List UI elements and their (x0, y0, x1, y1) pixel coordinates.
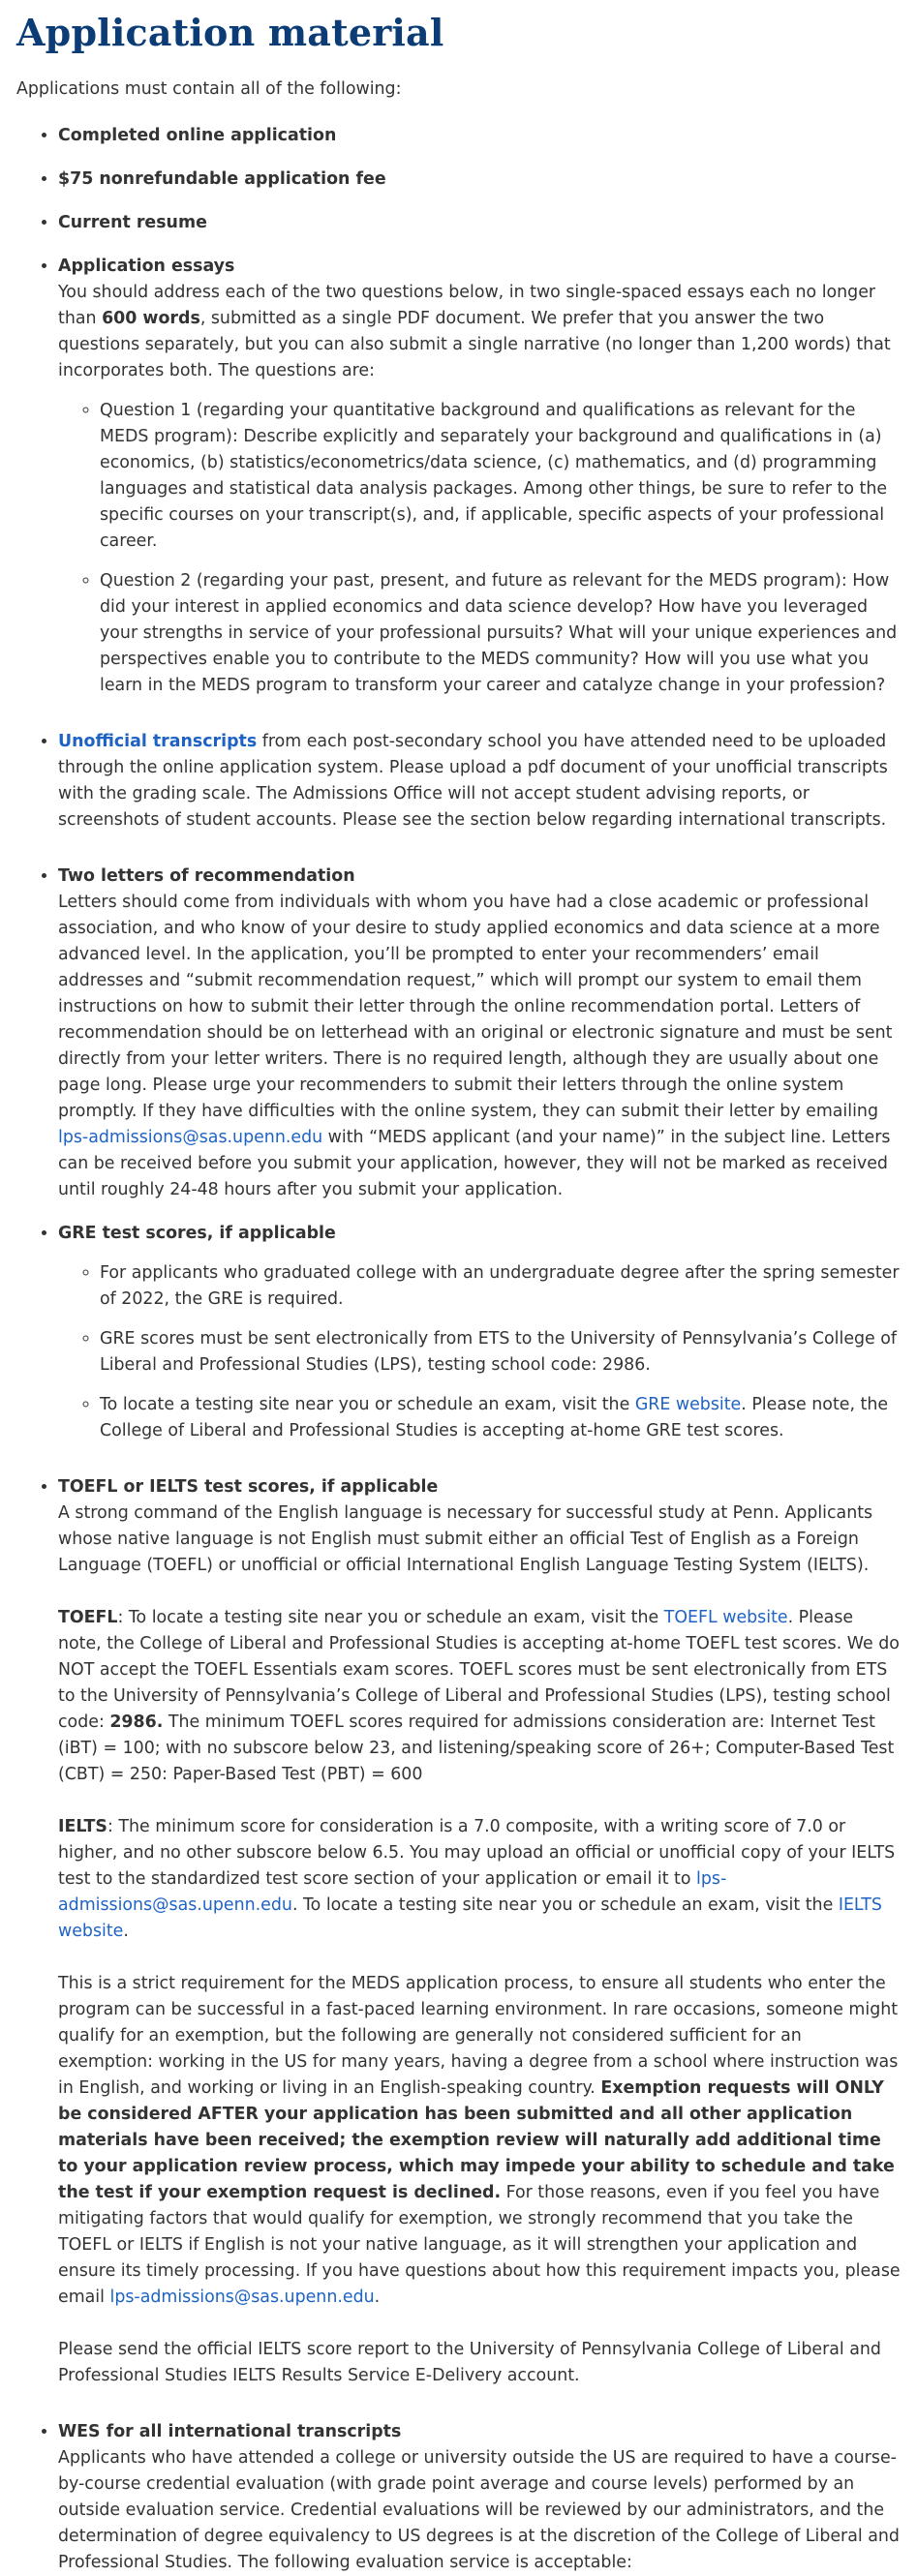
toefl-text-1: : To locate a testing site near you or schedule an exam, visit the (117, 1608, 664, 1627)
item-label: Two letters of recommendation (58, 866, 355, 886)
ielts-text-2: . To locate a testing site near you or schedule an exam, visit the (291, 1895, 839, 1915)
item-label: GRE test scores, if applicable (58, 1224, 336, 1243)
item-label: WES for all international transcripts (58, 2422, 402, 2441)
ielts-paragraph (58, 1814, 902, 1945)
exemption-text-3: . (374, 2288, 381, 2307)
ielts-text-1: : The minimum score for consideration is a 7.0 composite, with a writing score of 7.0 or higher, and no other subscore below 6.5. You may upload an official or unofficial copy of your IELTS test to the standardized test score section of your application or email it to (58, 1817, 896, 1889)
essay-question-2: ◦ Question 2 (regarding your past, present, and future as relevant for the MEDS program): How did your interest in applied economics and data science develop? How have you leveraged your strengths in service of your professional pursuits? What will your unique experiences and perspectives enable you to contribute to the MEDS community? How will you use what you learn in the MEDS program to transform your career and catalyze change in your profession? (100, 568, 902, 699)
requirements-list (16, 123, 902, 2576)
toefl-school-code: 2986. (109, 1712, 164, 1732)
list-item-wes (58, 2419, 902, 2576)
recommendations-text-2: with “MEDS applicant (and your name)” in the subject line. Letters can be received before you submit your application, however, they will not be marked as received until roughly 24-48 hours after you submit your application. (58, 1128, 891, 1199)
essays-text-2: , submitted as a single PDF document. We prefer that you answer the two questions separately, but you can also submit a single narrative (no longer than 1,200 words) that incorporates both. The questions are: (58, 309, 891, 380)
exemption-paragraph (58, 1971, 902, 2311)
exemption-bold-text: Exemption requests will ONLY be considered AFTER your application has been submitted and all other application materials have been received; the exemption review will naturally add additional time to your application review process, which may impede your ability to schedule and take the test if your exemption request is declined. (58, 2078, 895, 2202)
intro-text: Applications must contain all of the following: (16, 79, 402, 99)
gre-bullet-2: ◦ GRE scores must be sent electronically from ETS to the University of Pennsylvania’s College of Liberal and Professional Studies (LPS), testing school code: 2986. (100, 1326, 902, 1379)
ielts-report-paragraph: Please send the official IELTS score report to the University of Pennsylvania College of Liberal and Professional Studies IELTS Results Service E-Delivery account. (58, 2340, 881, 2385)
essays-word-limit: 600 words (102, 309, 200, 328)
exemption-text-2: For those reasons, even if you feel you have mitigating factors that would qualify for exemption, we strongly recommend that you take the TOEFL or IELTS if English is not your native language, as it will strengthen your application and ensure its timely processing. If you have questions about how this requirement impacts you, please email (58, 2183, 901, 2307)
list-item-online-application (58, 123, 902, 149)
gre-website-link[interactable]: GRE website (634, 1395, 742, 1414)
admissions-email-link[interactable]: lps-admissions@sas.upenn.edu (58, 1128, 323, 1147)
gre-bullet-3-text: To locate a testing site near you or schedule an exam, visit the (100, 1395, 635, 1414)
toefl-ielts-intro: A strong command of the English language is necessary for successful study at Penn. Applicants whose native language is not English must submit either an official Test of English as a Foreign Language (TOEFL) or unofficial or official International English Language Testing System (IELTS). (58, 1503, 873, 1575)
exemption-email-link[interactable]: lps-admissions@sas.upenn.edu (109, 2288, 375, 2307)
list-item-fee (58, 167, 902, 193)
list-item-toefl-ielts (58, 1474, 902, 2389)
recommendations-text-1: Letters should come from individuals with whom you have had a close academic or professional association, and who know of your desire to study applied economics and data science at a more advanced level. In the application, you’ll be prompted to enter your recommenders’ email addresses and “submit recommendation request,” which will prompt our system to email them instructions on how to submit their letter through the online recommendation portal. Letters of recommendation should be on letterhead with an original or electronic signature and must be sent directly from your letter writers. There is no required length, although they are usually about one page long. Please urge your recommenders to submit their letters through the online system promptly. If they have difficulties with the online system, they can submit their letter by emailing (58, 893, 893, 1121)
toefl-website-link[interactable]: TOEFL website (663, 1608, 788, 1627)
page-title: Application material (16, 11, 444, 54)
list-item-gre (58, 1221, 902, 1444)
essay-questions (58, 398, 902, 699)
ielts-website-link[interactable]: IELTS website (58, 1895, 882, 1941)
essays-text-1: You should address each of the two questions below, in two single-spaced essays each no longer than (58, 283, 876, 328)
list-item-recommendations (58, 864, 902, 1203)
ielts-email-link[interactable]: lps-admissions@sas.upenn.edu (58, 1869, 727, 1915)
gre-bullet-3 (100, 1392, 902, 1444)
toefl-paragraph (58, 1605, 902, 1788)
ielts-label: IELTS (58, 1817, 107, 1836)
transcripts-text: from each post-secondary school you have attended need to be uploaded through the online application system. Please upload a pdf document of your unofficial transcripts with the grading scale. The Admissions Office will not accept student advising reports, or screenshots of student accounts. Please see the section below regarding international transcripts. (58, 732, 888, 830)
item-label: $75 nonrefundable application fee (58, 169, 386, 189)
list-item-essays (58, 254, 902, 699)
exemption-text-1: This is a strict requirement for the MEDS application process, to ensure all students who enter the program can be successful in a fast-paced learning environment. In rare occasions, someone might qualify for an exemption, but the following are generally not considered sufficient for an exemption: working in the US for many years, having a degree from a school where instruction was in English, and working or living in an English-speaking country. (58, 1974, 899, 2098)
list-item-transcripts (58, 729, 902, 833)
item-label: TOEFL or IELTS test scores, if applicable (58, 1477, 439, 1497)
wes-text: Applicants who have attended a college or university outside the US are required to have a course-by-course credential evaluation (with grade point average and course levels) performed by an outside evaluation service. Credential evaluations will be reviewed by our administrators, and the determination of degree equivalency to US degrees is at the discretion of the College of Liberal and Professional Studies. The following evaluation service is acceptable: (58, 2448, 900, 2572)
item-label: Application essays (58, 257, 235, 276)
essay-question-1: ◦ Question 1 (regarding your quantitative background and qualifications as relevant for the MEDS program): Describe explicitly and separately your background and qualifications in (a) economics, (b) statistics/econometrics/data science, (c) mathematics, and (d) programming languages and statistical data analysis packages. Among other things, be sure to refer to the specific courses on your transcript(s), and, if applicable, specific aspects of your professional career. (100, 398, 902, 555)
ielts-text-3: . (123, 1922, 129, 1941)
gre-bullet-1: ◦ For applicants who graduated college with an undergraduate degree after the spring semester of 2022, the GRE is required. (100, 1260, 902, 1313)
toefl-label: TOEFL (58, 1608, 118, 1627)
gre-details (58, 1260, 902, 1444)
toefl-text-3: The minimum TOEFL scores required for admissions consideration are: Internet Test (iBT) = 100; with no subscore below 23, and listening/speaking score of 26+; Computer-Based Test (CBT) = 250: Paper-Based Test (PBT) = 600 (58, 1712, 895, 1784)
transcripts-link[interactable]: Unofficial transcripts (58, 732, 258, 751)
item-label: Completed online application (58, 126, 337, 145)
item-label: Current resume (58, 213, 207, 232)
gre-bullet-3-text-2: . Please note, the College of Liberal and Professional Studies is accepting at-home GRE test scores. (100, 1395, 889, 1440)
list-item-resume (58, 210, 902, 236)
toefl-text-2: . Please note, the College of Liberal and Professional Studies is accepting at-home TOEFL test scores. We do NOT accept the TOEFL Essentials exam scores. TOEFL scores must be sent electronically from ETS to the University of Pennsylvania’s College of Liberal and Professional Studies (LPS), testing school code: (58, 1608, 900, 1732)
